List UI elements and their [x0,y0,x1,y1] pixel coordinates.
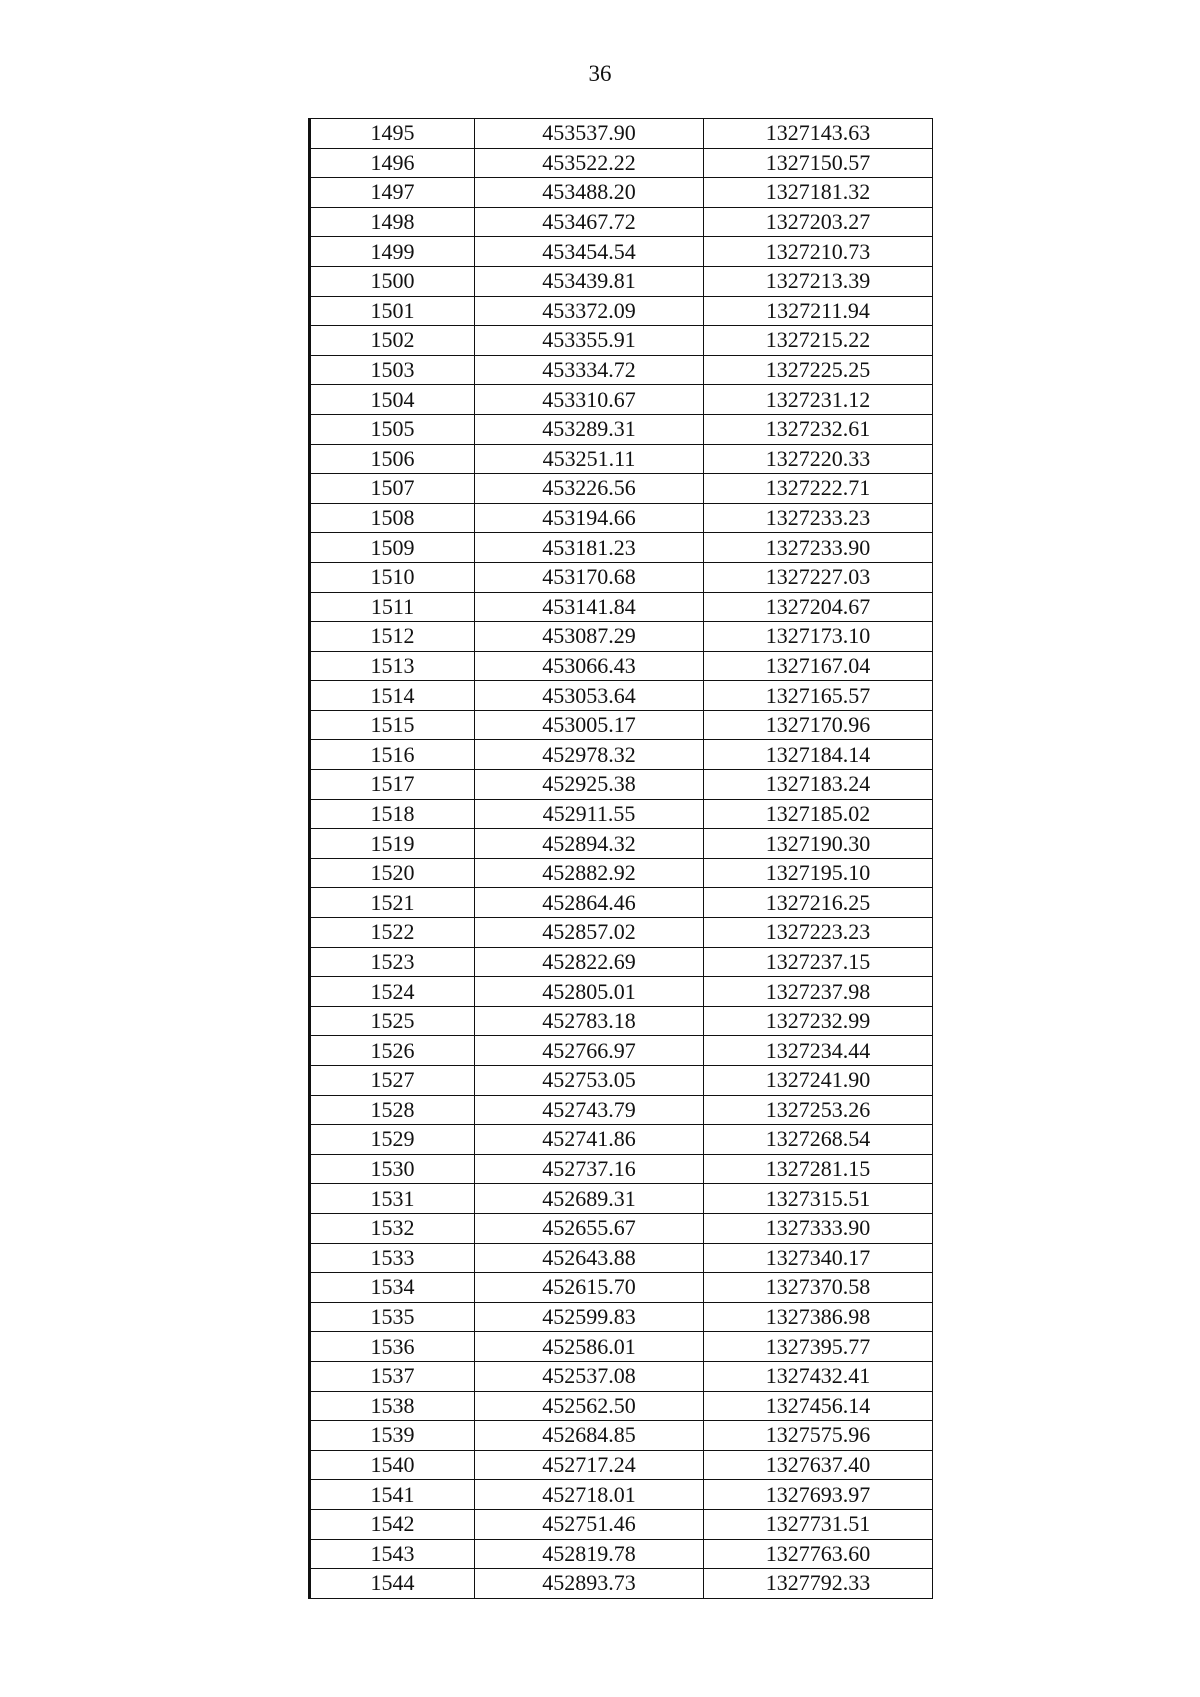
y-coordinate-cell: 1327575.96 [704,1421,933,1451]
point-number-cell: 1531 [310,1184,475,1214]
y-coordinate-cell: 1327333.90 [704,1213,933,1243]
point-number-cell: 1507 [310,474,475,504]
x-coordinate-cell: 452751.46 [475,1509,704,1539]
point-number-cell: 1538 [310,1391,475,1421]
y-coordinate-cell: 1327637.40 [704,1450,933,1480]
point-number-cell: 1505 [310,414,475,444]
point-number-cell: 1500 [310,266,475,296]
point-number-cell: 1536 [310,1332,475,1362]
table-row [310,1480,933,1510]
x-coordinate-cell: 452882.92 [475,858,704,888]
point-number-cell: 1518 [310,799,475,829]
point-number-cell: 1510 [310,562,475,592]
table-row [310,799,933,829]
x-coordinate-cell: 453355.91 [475,326,704,356]
y-coordinate-cell: 1327233.90 [704,533,933,563]
point-number-cell: 1535 [310,1302,475,1332]
point-number-cell: 1503 [310,355,475,385]
y-coordinate-cell: 1327211.94 [704,296,933,326]
x-coordinate-cell: 452615.70 [475,1273,704,1303]
y-coordinate-cell: 1327220.33 [704,444,933,474]
point-number-cell: 1530 [310,1154,475,1184]
point-number-cell: 1522 [310,918,475,948]
point-number-cell: 1537 [310,1361,475,1391]
point-number-cell: 1529 [310,1125,475,1155]
x-coordinate-cell: 453066.43 [475,651,704,681]
table-row [310,533,933,563]
x-coordinate-cell: 452911.55 [475,799,704,829]
table-row [310,710,933,740]
table-row [310,1569,933,1599]
table-row [310,1213,933,1243]
x-coordinate-cell: 453439.81 [475,266,704,296]
x-coordinate-cell: 453310.67 [475,385,704,415]
point-number-cell: 1541 [310,1480,475,1510]
table-row [310,119,933,149]
table-row [310,474,933,504]
table-row [310,1332,933,1362]
point-number-cell: 1521 [310,888,475,918]
x-coordinate-cell: 452978.32 [475,740,704,770]
table-row [310,740,933,770]
x-coordinate-cell: 452766.97 [475,1036,704,1066]
x-coordinate-cell: 453181.23 [475,533,704,563]
point-number-cell: 1495 [310,119,475,149]
point-number-cell: 1501 [310,296,475,326]
point-number-cell: 1528 [310,1095,475,1125]
x-coordinate-cell: 452537.08 [475,1361,704,1391]
x-coordinate-cell: 453170.68 [475,562,704,592]
y-coordinate-cell: 1327315.51 [704,1184,933,1214]
y-coordinate-cell: 1327190.30 [704,829,933,859]
table-row [310,1006,933,1036]
y-coordinate-cell: 1327253.26 [704,1095,933,1125]
y-coordinate-cell: 1327227.03 [704,562,933,592]
table-row [310,947,933,977]
x-coordinate-cell: 453053.64 [475,681,704,711]
table-row [310,266,933,296]
table-row [310,592,933,622]
y-coordinate-cell: 1327165.57 [704,681,933,711]
table-row [310,1154,933,1184]
y-coordinate-cell: 1327223.23 [704,918,933,948]
y-coordinate-cell: 1327184.14 [704,740,933,770]
table-row [310,1036,933,1066]
point-number-cell: 1513 [310,651,475,681]
table-row [310,1539,933,1569]
point-number-cell: 1497 [310,178,475,208]
y-coordinate-cell: 1327204.67 [704,592,933,622]
point-number-cell: 1525 [310,1006,475,1036]
point-number-cell: 1517 [310,770,475,800]
y-coordinate-cell: 1327731.51 [704,1509,933,1539]
y-coordinate-cell: 1327386.98 [704,1302,933,1332]
table-row [310,385,933,415]
table-row [310,1243,933,1273]
table-row [310,1450,933,1480]
y-coordinate-cell: 1327763.60 [704,1539,933,1569]
table-row [310,296,933,326]
y-coordinate-cell: 1327210.73 [704,237,933,267]
table-row [310,1095,933,1125]
table-row [310,622,933,652]
point-number-cell: 1526 [310,1036,475,1066]
x-coordinate-cell: 453522.22 [475,148,704,178]
y-coordinate-cell: 1327181.32 [704,178,933,208]
table-row [310,237,933,267]
table-row [310,1125,933,1155]
x-coordinate-cell: 452718.01 [475,1480,704,1510]
y-coordinate-cell: 1327216.25 [704,888,933,918]
y-coordinate-cell: 1327195.10 [704,858,933,888]
x-coordinate-cell: 452586.01 [475,1332,704,1362]
y-coordinate-cell: 1327215.22 [704,326,933,356]
point-number-cell: 1498 [310,207,475,237]
y-coordinate-cell: 1327222.71 [704,474,933,504]
x-coordinate-cell: 452743.79 [475,1095,704,1125]
y-coordinate-cell: 1327370.58 [704,1273,933,1303]
point-number-cell: 1524 [310,977,475,1007]
x-coordinate-cell: 452689.31 [475,1184,704,1214]
x-coordinate-cell: 452894.32 [475,829,704,859]
x-coordinate-cell: 452643.88 [475,1243,704,1273]
y-coordinate-cell: 1327143.63 [704,119,933,149]
point-number-cell: 1534 [310,1273,475,1303]
y-coordinate-cell: 1327231.12 [704,385,933,415]
y-coordinate-cell: 1327183.24 [704,770,933,800]
x-coordinate-cell: 452805.01 [475,977,704,1007]
table-row [310,444,933,474]
x-coordinate-cell: 453537.90 [475,119,704,149]
x-coordinate-cell: 453005.17 [475,710,704,740]
table-row [310,1361,933,1391]
x-coordinate-cell: 452717.24 [475,1450,704,1480]
table-row [310,858,933,888]
coordinate-table [308,118,933,1599]
y-coordinate-cell: 1327281.15 [704,1154,933,1184]
x-coordinate-cell: 452925.38 [475,770,704,800]
x-coordinate-cell: 452893.73 [475,1569,704,1599]
y-coordinate-cell: 1327232.61 [704,414,933,444]
x-coordinate-cell: 453194.66 [475,503,704,533]
y-coordinate-cell: 1327268.54 [704,1125,933,1155]
x-coordinate-cell: 452857.02 [475,918,704,948]
y-coordinate-cell: 1327213.39 [704,266,933,296]
y-coordinate-cell: 1327225.25 [704,355,933,385]
y-coordinate-cell: 1327170.96 [704,710,933,740]
y-coordinate-cell: 1327203.27 [704,207,933,237]
point-number-cell: 1527 [310,1066,475,1096]
y-coordinate-cell: 1327185.02 [704,799,933,829]
point-number-cell: 1506 [310,444,475,474]
table-row [310,1421,933,1451]
x-coordinate-cell: 453289.31 [475,414,704,444]
x-coordinate-cell: 452819.78 [475,1539,704,1569]
point-number-cell: 1516 [310,740,475,770]
table-row [310,1302,933,1332]
table-row [310,651,933,681]
table-row [310,1391,933,1421]
y-coordinate-cell: 1327167.04 [704,651,933,681]
x-coordinate-cell: 452753.05 [475,1066,704,1096]
x-coordinate-cell: 453087.29 [475,622,704,652]
table-row [310,681,933,711]
point-number-cell: 1496 [310,148,475,178]
x-coordinate-cell: 453251.11 [475,444,704,474]
table-row [310,326,933,356]
x-coordinate-cell: 452684.85 [475,1421,704,1451]
y-coordinate-cell: 1327340.17 [704,1243,933,1273]
point-number-cell: 1533 [310,1243,475,1273]
point-number-cell: 1532 [310,1213,475,1243]
table-row [310,1509,933,1539]
x-coordinate-cell: 452562.50 [475,1391,704,1421]
y-coordinate-cell: 1327173.10 [704,622,933,652]
point-number-cell: 1512 [310,622,475,652]
table-row [310,207,933,237]
table-row [310,562,933,592]
x-coordinate-cell: 453141.84 [475,592,704,622]
point-number-cell: 1542 [310,1509,475,1539]
table-row [310,178,933,208]
y-coordinate-cell: 1327792.33 [704,1569,933,1599]
y-coordinate-cell: 1327395.77 [704,1332,933,1362]
table-row [310,888,933,918]
x-coordinate-cell: 452737.16 [475,1154,704,1184]
x-coordinate-cell: 453488.20 [475,178,704,208]
y-coordinate-cell: 1327233.23 [704,503,933,533]
x-coordinate-cell: 452599.83 [475,1302,704,1332]
point-number-cell: 1544 [310,1569,475,1599]
x-coordinate-cell: 453372.09 [475,296,704,326]
x-coordinate-cell: 452822.69 [475,947,704,977]
point-number-cell: 1504 [310,385,475,415]
table-row [310,414,933,444]
page-number: 36 [588,61,612,86]
y-coordinate-cell: 1327456.14 [704,1391,933,1421]
point-number-cell: 1508 [310,503,475,533]
point-number-cell: 1511 [310,592,475,622]
point-number-cell: 1519 [310,829,475,859]
table-row [310,1273,933,1303]
x-coordinate-cell: 453334.72 [475,355,704,385]
point-number-cell: 1520 [310,858,475,888]
point-number-cell: 1509 [310,533,475,563]
point-number-cell: 1499 [310,237,475,267]
point-number-cell: 1523 [310,947,475,977]
table-row [310,829,933,859]
point-number-cell: 1540 [310,1450,475,1480]
y-coordinate-cell: 1327237.98 [704,977,933,1007]
y-coordinate-cell: 1327232.99 [704,1006,933,1036]
point-number-cell: 1502 [310,326,475,356]
y-coordinate-cell: 1327234.44 [704,1036,933,1066]
x-coordinate-cell: 453467.72 [475,207,704,237]
x-coordinate-cell: 452741.86 [475,1125,704,1155]
x-coordinate-cell: 452783.18 [475,1006,704,1036]
table-row [310,977,933,1007]
x-coordinate-cell: 453226.56 [475,474,704,504]
table-row [310,355,933,385]
table-row [310,503,933,533]
table-row [310,918,933,948]
coordinate-table-body [310,119,933,1599]
y-coordinate-cell: 1327150.57 [704,148,933,178]
y-coordinate-cell: 1327237.15 [704,947,933,977]
point-number-cell: 1543 [310,1539,475,1569]
point-number-cell: 1539 [310,1421,475,1451]
table-row [310,770,933,800]
table-row [310,148,933,178]
point-number-cell: 1514 [310,681,475,711]
y-coordinate-cell: 1327241.90 [704,1066,933,1096]
x-coordinate-cell: 452655.67 [475,1213,704,1243]
x-coordinate-cell: 452864.46 [475,888,704,918]
y-coordinate-cell: 1327693.97 [704,1480,933,1510]
y-coordinate-cell: 1327432.41 [704,1361,933,1391]
point-number-cell: 1515 [310,710,475,740]
x-coordinate-cell: 453454.54 [475,237,704,267]
table-row [310,1184,933,1214]
table-row [310,1066,933,1096]
